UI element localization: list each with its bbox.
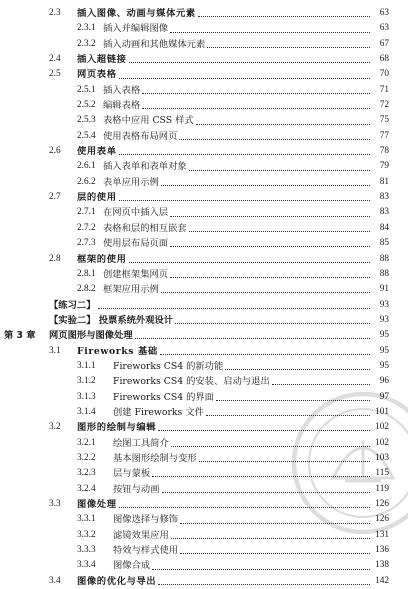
toc-entry <box>0 129 408 144</box>
toc-entry-title: 插入动画和其他媒体元素 <box>103 38 206 50</box>
toc-entry-title: 创建框架集网页 <box>103 268 169 280</box>
toc-entry-number: 2.5 <box>49 69 61 80</box>
toc-entry <box>0 67 408 82</box>
toc-entry-number: 第 3 章 <box>4 330 36 342</box>
toc-entry-number: 3.1.3 <box>77 391 96 402</box>
toc-entry-page: 63 <box>379 8 389 18</box>
toc-entry-number: 2.5.2 <box>77 100 96 111</box>
toc-entry-number: 2.3.1 <box>77 23 96 34</box>
toc-entry-number: 2.5.3 <box>77 115 96 126</box>
toc-entry-title: 图形的绘制与编辑 <box>77 422 157 434</box>
dot-leader <box>161 292 370 293</box>
toc-entry-number: 2.6 <box>49 146 61 157</box>
toc-entry-title: 使用表格布局网页 <box>103 130 178 142</box>
toc-entry-page: 115 <box>375 468 389 479</box>
toc-entry-page: 67 <box>379 38 389 49</box>
toc-entry-title: 层的使用 <box>77 192 117 204</box>
toc-entry <box>0 190 408 205</box>
dot-leader <box>119 200 370 201</box>
toc-entry <box>0 159 408 174</box>
dot-leader <box>119 154 370 155</box>
toc-entry-page: 88 <box>379 268 389 279</box>
toc-entry-title: 按钮与动画 <box>113 483 160 495</box>
toc-entry-page: 75 <box>379 115 389 126</box>
toc-entry-page: 102 <box>375 422 389 433</box>
toc-entry-page: 79 <box>379 161 389 172</box>
dot-leader <box>196 124 370 125</box>
toc-entry-number: 3.3.3 <box>77 545 96 556</box>
toc-entry-page: 71 <box>379 84 389 95</box>
toc-entry-page: 131 <box>375 529 389 540</box>
dot-leader <box>207 47 370 48</box>
toc-entry <box>0 359 408 374</box>
toc-entry-number: 2.8 <box>49 253 61 264</box>
dot-leader <box>171 538 370 539</box>
dot-leader <box>142 93 370 94</box>
toc-entry <box>0 298 408 313</box>
toc-entry-title: 表格和层的相互嵌套 <box>103 222 187 234</box>
toc-entry-number: 3.2 <box>49 422 61 433</box>
toc-entry-page: 83 <box>379 207 389 218</box>
dot-leader <box>119 78 370 79</box>
dot-leader <box>158 584 370 585</box>
toc-entry-number: 2.8.2 <box>77 284 96 295</box>
toc-entry-page: 63 <box>379 23 389 34</box>
toc-entry <box>0 313 408 328</box>
toc-entry-title: 图像合成 <box>113 560 151 572</box>
toc-entry-title: 插入图像、动画与媒体元素 <box>77 8 196 19</box>
toc-entry <box>0 21 408 36</box>
toc-entry-page: 83 <box>379 192 389 203</box>
toc-entry-title: 层与蒙板 <box>113 468 151 480</box>
toc-entry-number: 2.5.1 <box>77 84 96 95</box>
toc-entry-number: 2.4 <box>49 54 61 65</box>
dot-leader <box>170 246 370 247</box>
toc-entry-page: 102 <box>375 437 389 448</box>
toc-entry-number: 3.2.2 <box>77 452 96 463</box>
toc-entry-page: 95 <box>379 330 389 341</box>
toc-entry-title: 在网页中插入层 <box>103 207 169 219</box>
toc-entry-page: 93 <box>379 299 389 310</box>
toc-entry <box>0 267 408 282</box>
toc-entry-number: 2.3.2 <box>77 38 96 49</box>
toc-entry <box>0 98 408 113</box>
toc-entry <box>0 328 408 343</box>
toc-entry-number: 3.3 <box>49 499 61 509</box>
toc-entry <box>0 6 408 21</box>
toc-entry <box>0 221 408 236</box>
toc-entry-page: 78 <box>379 146 389 157</box>
toc-entry-number: 3.1 <box>49 345 61 356</box>
toc-entry-title: 图像选择与修饰 <box>113 514 179 526</box>
toc-entry-number: 3.1.1 <box>77 360 96 371</box>
toc-entry-title: 【练习二】 <box>49 299 96 311</box>
toc-entry-number: 3.2.1 <box>77 437 96 448</box>
toc-entry-title: Fireworks 基础 <box>77 345 158 357</box>
toc-entry-page: 95 <box>379 360 389 371</box>
toc-entry-title: 【实验二】 投票系统外观设计 <box>49 314 174 326</box>
toc-entry <box>0 144 408 159</box>
toc-entry-title: 框架的使用 <box>77 253 127 265</box>
toc-entry-title: 基本图形绘制与变形 <box>113 452 197 464</box>
toc-entry-page: 85 <box>379 238 389 249</box>
toc-entry-page: 119 <box>375 483 389 494</box>
toc-entry <box>0 113 408 128</box>
toc-entry-number: 2.6.1 <box>77 161 96 172</box>
dot-leader <box>272 384 370 385</box>
toc-entry-number: 2.3 <box>49 8 61 18</box>
toc-entry-number: 3.2.3 <box>77 468 96 479</box>
toc-entry <box>0 543 408 558</box>
dot-leader <box>152 569 370 570</box>
toc-entry-page: 101 <box>375 406 389 417</box>
toc-entry-number: 3.3.4 <box>77 560 96 571</box>
toc-entry-number: 2.6.2 <box>77 176 96 187</box>
toc-entry-title: 滤镜效果应用 <box>113 529 169 541</box>
toc-entry-page: 138 <box>375 560 389 571</box>
watermark-logo-icon <box>288 388 408 538</box>
toc-entry-page: 93 <box>379 314 389 325</box>
toc-entry-title: 使用表单 <box>77 146 117 158</box>
toc-entry-title: 表格中应用 CSS 样式 <box>103 115 194 127</box>
toc-entry-page: 91 <box>379 284 389 295</box>
toc-entry-number: 2.7 <box>49 192 61 203</box>
toc-entry-number: 2.8.1 <box>77 268 96 279</box>
toc-entry-page: 81 <box>379 176 389 187</box>
dot-leader <box>198 16 370 17</box>
toc-entry-title: 使用层布局页面 <box>103 238 169 250</box>
dot-leader <box>189 170 370 171</box>
toc-entry-title: 编辑表格 <box>103 100 141 112</box>
toc-entry-page: 77 <box>379 130 389 141</box>
toc-entry-page: 72 <box>379 100 389 111</box>
toc-entry-title: 插入超链接 <box>77 54 127 66</box>
toc-entry-title: 创建 Fireworks 文件 <box>113 406 204 418</box>
dot-leader <box>142 108 370 109</box>
toc-entry-title: Fireworks CS4 的界面 <box>113 391 214 403</box>
toc-entry <box>0 83 408 98</box>
toc-entry <box>0 558 408 573</box>
toc-entry-number: 2.7.3 <box>77 238 96 249</box>
toc-entry-number: 3.2.4 <box>77 483 96 494</box>
dot-leader <box>98 308 371 309</box>
dot-leader <box>189 231 370 232</box>
toc-entry-number: 3.3.1 <box>77 514 96 525</box>
toc-entry-page: 136 <box>375 545 389 556</box>
toc-entry-title: 框架应用示例 <box>103 284 159 296</box>
toc-entry-number: 2.7.1 <box>77 207 96 218</box>
toc-entry <box>0 282 408 297</box>
toc-entry-title: 图像处理 <box>77 499 117 510</box>
toc-entry <box>0 37 408 52</box>
toc-entry-page: 84 <box>379 222 389 233</box>
toc-entry-page: 97 <box>379 391 389 402</box>
toc-entry-page: 70 <box>379 69 389 80</box>
toc-entry <box>0 344 408 359</box>
toc-entry-page: 142 <box>375 575 389 586</box>
toc-entry-page: 103 <box>375 452 389 463</box>
dot-leader <box>180 553 370 554</box>
toc-entry-title: Fireworks CS4 的新功能 <box>113 360 224 372</box>
toc-entry-number: 3.4 <box>49 575 61 586</box>
toc-entry <box>0 574 408 589</box>
toc-entry-number: 2.5.4 <box>77 130 96 141</box>
toc-entry-title: 绘图工具简介 <box>113 437 169 449</box>
dot-leader <box>179 139 370 140</box>
toc-entry-title: 网页表格 <box>77 69 117 81</box>
toc-entry-page: 95 <box>379 345 389 356</box>
toc-entry-title: 表单应用示例 <box>103 176 159 188</box>
toc-entry <box>0 52 408 67</box>
toc-entry-page: 68 <box>379 54 389 65</box>
toc-entry-page: 126 <box>375 514 389 525</box>
dot-leader <box>160 354 370 355</box>
dot-leader <box>161 185 370 186</box>
toc-entry <box>0 252 408 267</box>
toc-entry-title: 图像的优化与导出 <box>77 575 157 587</box>
toc-entry <box>0 205 408 220</box>
toc-entry-title: 插入并编辑图像 <box>103 23 169 35</box>
dot-leader <box>175 323 370 324</box>
dot-leader <box>225 369 370 370</box>
toc-entry <box>0 236 408 251</box>
toc-entry-number: 3.1.4 <box>77 406 96 417</box>
toc-entry-title: 插入表单和表单对象 <box>103 161 187 173</box>
toc-entry-page: 88 <box>379 253 389 264</box>
dot-leader <box>129 62 371 63</box>
toc-entry-number: 2.7.2 <box>77 222 96 233</box>
toc-entry-number: 3.1.2 <box>77 376 96 387</box>
dot-leader <box>170 277 370 278</box>
toc-entry-number: 3.3.2 <box>77 529 96 540</box>
dot-leader <box>170 32 370 33</box>
toc-entry-title: Fireworks CS4 的安装、启动与退出 <box>113 376 270 388</box>
toc-entry-page: 96 <box>379 376 389 387</box>
dot-leader <box>135 338 370 339</box>
dot-leader <box>129 262 371 263</box>
toc-entry <box>0 175 408 190</box>
toc-entry-title: 特效与样式使用 <box>113 545 179 557</box>
dot-leader <box>170 216 370 217</box>
toc-entry-title: 网页图形与图像处理 <box>49 330 133 342</box>
toc-entry-page: 126 <box>375 499 389 509</box>
toc-entry-title: 插入表格 <box>103 84 141 96</box>
